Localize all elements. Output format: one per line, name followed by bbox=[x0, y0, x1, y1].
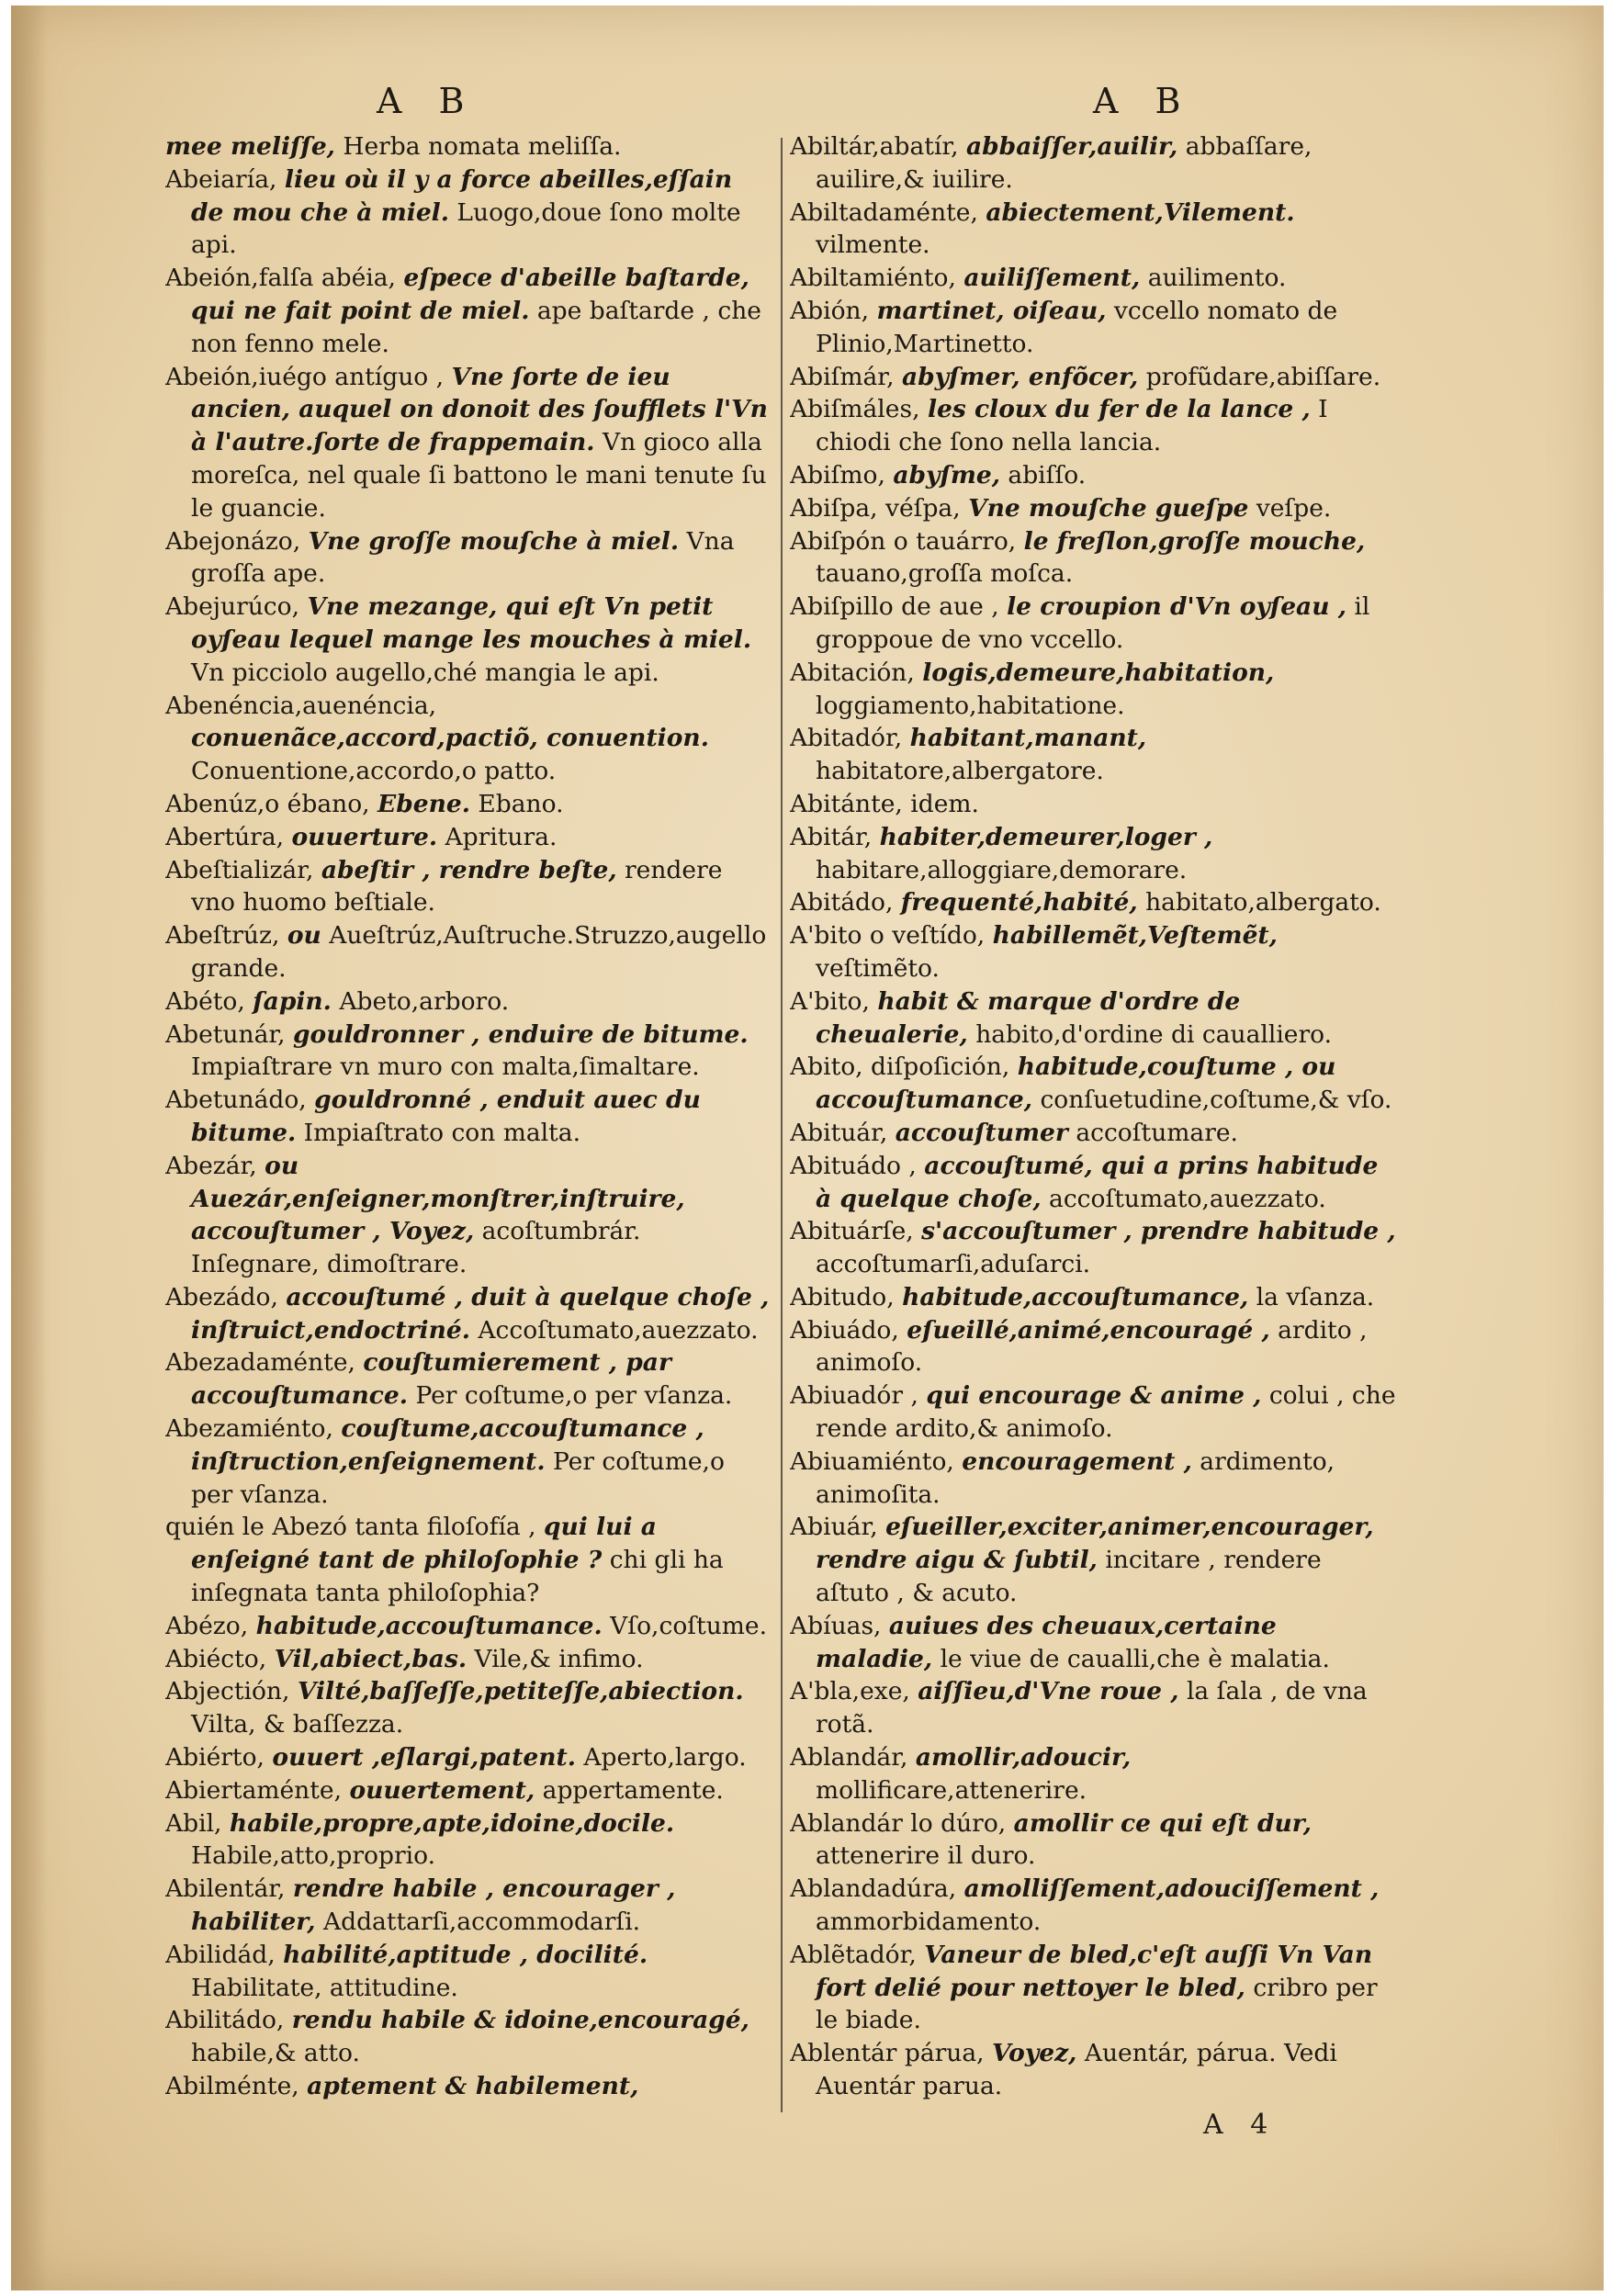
headword: Abituárſe, bbox=[790, 1217, 914, 1246]
dictionary-entry bbox=[165, 1281, 772, 1347]
french-gloss: couſtume,accouſtumance , inſtruction,enſeignement. bbox=[191, 1414, 704, 1476]
italian-gloss: vccello nomato de Plinio,Martinetto. bbox=[816, 296, 1338, 358]
italian-gloss: ammorbidamento. bbox=[816, 1908, 1042, 1937]
headword: A'bito o veſtído, bbox=[790, 921, 986, 951]
french-gloss: lieu où il y a force abeilles,eſſain de mou che à miel. bbox=[191, 164, 733, 227]
headword: A'bito, bbox=[790, 986, 870, 1016]
italian-gloss: appertamente. bbox=[542, 1775, 724, 1805]
dictionary-entry bbox=[165, 1511, 772, 1609]
headword: Abezár, bbox=[165, 1151, 257, 1180]
italian-gloss: ape baſtarde , che non fenno mele. bbox=[191, 296, 761, 358]
french-gloss: Vne groſſe mouſche à miel. bbox=[308, 526, 680, 556]
french-gloss: ou bbox=[287, 921, 321, 951]
italian-gloss: Impiaſtrare vn muro con malta,ſimaltare. bbox=[191, 1052, 700, 1082]
dictionary-entry bbox=[790, 657, 1396, 723]
headword: Abíuas, bbox=[790, 1611, 882, 1640]
headword: Abito, diſpoſición, bbox=[790, 1052, 1010, 1082]
italian-gloss: Vna groſſa ape. bbox=[191, 526, 735, 589]
french-gloss: rendre habile , encourager , habiliter, bbox=[191, 1874, 676, 1937]
dictionary-entry bbox=[790, 591, 1396, 657]
headword: Ablẽtadór, bbox=[790, 1940, 917, 1969]
dictionary-entry bbox=[165, 2004, 772, 2070]
french-gloss: accouſtumé , duit à quelque choſe , inſtruict,endoctriné. bbox=[191, 1282, 770, 1345]
french-gloss: Vil,abiect,bas. bbox=[274, 1644, 468, 1673]
french-gloss: s'accouſtumer , prendre habitude , bbox=[921, 1217, 1396, 1246]
dictionary-entry bbox=[790, 295, 1396, 361]
italian-gloss: ardimento, animoſita. bbox=[816, 1446, 1335, 1509]
french-gloss: logis,demeure,habitation, bbox=[922, 658, 1275, 687]
dictionary-entry bbox=[790, 919, 1396, 985]
headword: Abiſmáles, bbox=[790, 395, 920, 424]
dictionary-entry bbox=[790, 197, 1396, 263]
headword: Abenúz,o ébano, bbox=[165, 789, 370, 818]
french-gloss: Vne ſorte de ieu ancien, auquel on donoit des ſoufflets l'Vn à l'autre.ſorte de frappemain. bbox=[191, 362, 768, 457]
italian-gloss: Addattarſi,accommodarſi. bbox=[322, 1908, 641, 1937]
italian-gloss: Ebano. bbox=[478, 789, 564, 818]
french-gloss: abyſme, bbox=[893, 460, 1000, 490]
dictionary-entry bbox=[165, 1346, 772, 1412]
french-gloss: Vne mezange, qui eſt Vn petit oyſeau lequel mange les mouches à miel. bbox=[191, 592, 752, 654]
dictionary-entry bbox=[165, 1939, 772, 2005]
running-header-left: A B bbox=[377, 81, 478, 121]
italian-gloss: Habilitate, attitudine. bbox=[191, 1973, 458, 2002]
dictionary-entry bbox=[165, 1019, 772, 1085]
french-gloss: habitant,manant, bbox=[909, 724, 1147, 753]
headword: Ablentár párua, bbox=[790, 2039, 985, 2068]
dictionary-entry bbox=[790, 1281, 1396, 1314]
dictionary-entry bbox=[790, 1150, 1396, 1216]
headword: quién le Abezó tanta filoſofía , bbox=[165, 1513, 536, 1542]
italian-gloss: habito,d'ordine di caualliero. bbox=[975, 1019, 1333, 1049]
italian-gloss: incitare , rendere aſtuto , & acuto. bbox=[816, 1546, 1322, 1608]
dictionary-entry bbox=[790, 886, 1396, 919]
italian-gloss: accoſtumare. bbox=[1076, 1118, 1238, 1147]
dictionary-entry bbox=[165, 525, 772, 591]
italian-gloss: Vn picciolo augello,ché mangia le api. bbox=[191, 658, 659, 687]
dictionary-entry bbox=[790, 525, 1396, 591]
french-gloss: rendu habile & idoine,encouragé, bbox=[291, 2006, 749, 2035]
french-gloss: habit & marque d'ordre de cheualerie, bbox=[816, 986, 1241, 1049]
headword: Abeſtializár, bbox=[165, 855, 314, 884]
headword: Abiérto, bbox=[165, 1743, 265, 1773]
headword: Abiſmo, bbox=[790, 460, 885, 490]
italian-gloss: chi gli ha inſegnata tanta philoſophia? bbox=[191, 1546, 724, 1608]
french-gloss: mee meliſſe, bbox=[165, 132, 335, 161]
headword: Ablandár, bbox=[790, 1743, 908, 1773]
headword: Abiſpa, véſpa, bbox=[790, 493, 961, 523]
dictionary-entry bbox=[165, 985, 772, 1019]
french-gloss: abeſtir , rendre beſte, bbox=[321, 855, 617, 884]
italian-gloss: conſuetudine,coſtume,& vſo. bbox=[1040, 1086, 1392, 1115]
headword: Abitación, bbox=[790, 658, 915, 687]
french-gloss: habile,propre,apte,idoine,docile. bbox=[229, 1808, 675, 1838]
italian-gloss: acoſtumbrár. Inſegnare, dimoſtrare. bbox=[191, 1217, 641, 1279]
right-column bbox=[790, 130, 1396, 2105]
italian-gloss: attenerire il duro. bbox=[816, 1841, 1036, 1871]
headword: Abilentár, bbox=[165, 1874, 286, 1904]
italian-gloss: la vſanza. bbox=[1256, 1282, 1375, 1311]
italian-gloss: Vn gioco alla moreſca, nel quale ſi battono le mani tenute ſu le guancie. bbox=[191, 428, 767, 523]
french-gloss: eſueillé,animé,encouragé , bbox=[907, 1315, 1270, 1345]
french-gloss: martinet, oiſeau, bbox=[876, 296, 1107, 325]
headword: A'bla,exe, bbox=[790, 1677, 910, 1706]
italian-gloss: Aperto,largo. bbox=[583, 1743, 747, 1773]
headword: Abjectión, bbox=[165, 1677, 290, 1706]
headword: Ablandadúra, bbox=[790, 1874, 957, 1904]
french-gloss: eſueiller,exciter,animer,encourager, rendre aigu & ſubtil, bbox=[816, 1513, 1374, 1575]
headword: Ablandár lo dúro, bbox=[790, 1808, 1007, 1838]
french-gloss: couſtumierement , par accouſtumance. bbox=[191, 1348, 671, 1411]
french-gloss: accouſtumé, qui a prins habitude à quelque choſe, bbox=[816, 1151, 1379, 1213]
french-gloss: habitude,couſtume , ou accouſtumance, bbox=[816, 1052, 1336, 1115]
headword: Abilitádo, bbox=[165, 2006, 285, 2035]
italian-gloss: idem. bbox=[910, 789, 979, 818]
french-gloss: conuenãce,accord,pactiõ, conuention. bbox=[191, 724, 709, 753]
dictionary-entry bbox=[790, 722, 1396, 788]
french-gloss: encouragement , bbox=[962, 1446, 1192, 1476]
italian-gloss: Habile,atto,proprio. bbox=[191, 1841, 436, 1871]
italian-gloss: Impiaſtrato con malta. bbox=[303, 1118, 581, 1147]
dictionary-entry bbox=[790, 459, 1396, 492]
dictionary-entry bbox=[165, 1643, 772, 1676]
dictionary-entry bbox=[165, 1675, 772, 1741]
italian-gloss: habile,& atto. bbox=[191, 2039, 360, 2068]
headword: Abiſpón o tauárro, bbox=[790, 526, 1017, 556]
dictionary-entry bbox=[790, 1051, 1396, 1117]
french-gloss: Voyez, bbox=[992, 2039, 1077, 2068]
headword: Abil, bbox=[165, 1808, 222, 1838]
dictionary-entry bbox=[165, 1807, 772, 1874]
french-gloss: le freſlon,groſſe mouche, bbox=[1023, 526, 1366, 556]
french-gloss: habillemẽt,Veſtemẽt, bbox=[992, 921, 1278, 951]
headword: Abiécto, bbox=[165, 1644, 267, 1673]
french-gloss: qui lui a enſeigné tant de philoſophie ? bbox=[191, 1513, 657, 1575]
italian-gloss: auilimento. bbox=[1147, 264, 1287, 293]
dictionary-entry bbox=[790, 1511, 1396, 1609]
french-gloss: habitude,accouſtumance. bbox=[255, 1611, 603, 1640]
headword: Abertúra, bbox=[165, 822, 285, 851]
french-gloss: gouldronner , enduire de bitume. bbox=[292, 1019, 749, 1049]
italian-gloss: vilmente. bbox=[816, 231, 930, 260]
french-gloss: le croupion d'Vn oyſeau , bbox=[1007, 592, 1346, 622]
italian-gloss: loggiamento,habitatione. bbox=[816, 691, 1125, 720]
dictionary-entry bbox=[165, 919, 772, 985]
headword: Abitadór, bbox=[790, 724, 903, 753]
headword: Abéto, bbox=[165, 986, 245, 1016]
french-gloss: habilité,aptitude , docilité. bbox=[283, 1940, 648, 1969]
headword: Abión, bbox=[790, 296, 870, 325]
dictionary-entry bbox=[165, 690, 772, 788]
italian-gloss: rendere vno huomo beſtiale. bbox=[191, 855, 723, 917]
french-gloss: Vaneur de bled,c'eſt auſſi Vn Van fort delié pour nettoyer le bled, bbox=[816, 1940, 1373, 2002]
french-gloss: aptement & habilement, bbox=[307, 2072, 639, 2101]
italian-gloss: ardito , animoſo. bbox=[816, 1315, 1368, 1378]
dictionary-entry bbox=[790, 1610, 1396, 1676]
italian-gloss: mollificare,attenerire. bbox=[816, 1775, 1087, 1805]
dictionary-entry bbox=[165, 1610, 772, 1643]
french-gloss: ou Auezár,enſeigner,monſtrer,inſtruire, accouſtumer , Voyez, bbox=[191, 1151, 685, 1246]
column-rule bbox=[781, 138, 783, 2112]
headword: Abituádo , bbox=[790, 1151, 917, 1180]
headword: Abiuamiénto, bbox=[790, 1446, 954, 1476]
headword: Abezádo, bbox=[165, 1282, 278, 1311]
dictionary-entry bbox=[165, 1150, 772, 1281]
headword: Abeión,falſa abéia, bbox=[165, 264, 396, 293]
running-header-right: A B bbox=[1093, 81, 1194, 121]
dictionary-entry bbox=[165, 854, 772, 920]
italian-gloss: tauano,groſſa moſca. bbox=[816, 559, 1074, 589]
french-gloss: ouuert ,eſlargi,patent. bbox=[272, 1743, 576, 1773]
italian-gloss: colui , che rende ardito,& animoſo. bbox=[816, 1381, 1396, 1444]
dictionary-entry bbox=[790, 1873, 1396, 1939]
headword: Abejonázo, bbox=[165, 526, 301, 556]
french-gloss: gouldronné , enduit auec du bitume. bbox=[191, 1086, 701, 1147]
french-gloss: ouuerture. bbox=[291, 822, 438, 851]
french-gloss: amolliſſement,adouciſſement , bbox=[963, 1874, 1380, 1904]
dictionary-entry bbox=[790, 1675, 1396, 1741]
headword: Abeſtrúz, bbox=[165, 921, 280, 951]
italian-gloss: Vſo,coſtume. bbox=[610, 1611, 768, 1640]
french-gloss: abyſmer, enfõcer, bbox=[901, 362, 1139, 391]
dictionary-entry bbox=[790, 2037, 1396, 2103]
dictionary-entry bbox=[790, 393, 1396, 459]
headword: Abiuádo, bbox=[790, 1315, 899, 1345]
italian-gloss: Per coſtume,o per vſanza. bbox=[415, 1381, 733, 1411]
dictionary-entry bbox=[790, 361, 1396, 394]
dictionary-entry bbox=[165, 2070, 772, 2105]
dictionary-entry bbox=[790, 1117, 1396, 1150]
italian-gloss: habitato,albergato. bbox=[1145, 888, 1381, 917]
french-gloss: amollir,adoucir, bbox=[915, 1743, 1132, 1773]
headword: Abezadaménte, bbox=[165, 1348, 355, 1378]
dictionary-entry bbox=[790, 2103, 1396, 2105]
dictionary-entry bbox=[165, 788, 772, 821]
dictionary-entry bbox=[165, 1412, 772, 1511]
italian-gloss: Auentár, párua. Vedi Auentár parua. bbox=[816, 2039, 1337, 2101]
dictionary-entry bbox=[165, 361, 772, 525]
french-gloss: aiſſieu,d'Vne roue , bbox=[918, 1677, 1179, 1706]
dictionary-entry bbox=[790, 130, 1396, 197]
dictionary-entry bbox=[790, 262, 1396, 295]
dictionary-entry bbox=[165, 262, 772, 360]
italian-gloss: Herba nomata meliſſa. bbox=[343, 132, 622, 161]
italian-gloss: veſpe. bbox=[1256, 493, 1332, 523]
french-gloss: auiliſſement, bbox=[963, 264, 1141, 293]
dictionary-entry bbox=[165, 163, 772, 262]
french-gloss: frequenté,habité, bbox=[900, 888, 1138, 917]
french-gloss: accouſtumer bbox=[895, 1118, 1068, 1147]
page-gutter-shadow bbox=[11, 6, 48, 2290]
italian-gloss: Abeto,arboro. bbox=[339, 986, 510, 1016]
italian-gloss: habitare,alloggiare,demorare. bbox=[816, 855, 1188, 884]
dictionary-entry bbox=[790, 1807, 1396, 1874]
headword: Abiertaménte, bbox=[165, 1775, 343, 1805]
headword: Abézo, bbox=[165, 1611, 249, 1640]
headword: Abitádo, bbox=[790, 888, 894, 917]
italian-gloss: habitatore,albergatore. bbox=[816, 757, 1104, 786]
headword: Abituár, bbox=[790, 1118, 888, 1147]
dictionary-entry bbox=[790, 985, 1396, 1052]
italian-gloss: abiſſo. bbox=[1008, 460, 1087, 490]
headword: Abiltamiénto, bbox=[790, 264, 956, 293]
headword: Abitár, bbox=[790, 822, 873, 851]
italian-gloss: veſtimẽto. bbox=[816, 953, 940, 983]
italian-gloss: la ſala , de vna rotã. bbox=[816, 1677, 1368, 1739]
dictionary-entry bbox=[790, 788, 1396, 821]
headword: Abeiaría, bbox=[165, 164, 277, 194]
italian-gloss: I chiodi che ſono nella lancia. bbox=[816, 395, 1328, 457]
dictionary-entry bbox=[790, 1379, 1396, 1446]
italian-gloss: Accoſtumato,auezzato. bbox=[478, 1315, 759, 1345]
headword: Abejurúco, bbox=[165, 592, 300, 622]
dictionary-entry bbox=[165, 1084, 772, 1150]
french-gloss: Vilté,baſſeſſe,petiteſſe,abiection. bbox=[297, 1677, 744, 1706]
italian-gloss: Vile,& infimo. bbox=[474, 1644, 644, 1673]
dictionary-entry bbox=[790, 1939, 1396, 2037]
headword: Abeión,iuégo antíguo , bbox=[165, 362, 445, 391]
french-gloss: auiues des cheuaux,certaine maladie, bbox=[816, 1611, 1277, 1673]
french-gloss: Ebene. bbox=[377, 789, 470, 818]
italian-gloss: Conuentione,accordo,o patto. bbox=[191, 757, 557, 786]
headword: Abezamiénto, bbox=[165, 1414, 333, 1444]
italian-gloss: Apritura. bbox=[445, 822, 558, 851]
dictionary-entry bbox=[165, 130, 772, 163]
italian-gloss: il groppoue de vno vccello. bbox=[816, 592, 1370, 654]
headword: Abiltár,abatír, bbox=[790, 132, 959, 161]
dictionary-entry bbox=[165, 821, 772, 854]
headword: Abiltadaménte, bbox=[790, 197, 978, 227]
french-gloss: habitude,accouſtumance, bbox=[902, 1282, 1249, 1311]
dictionary-entry bbox=[165, 1741, 772, 1774]
french-gloss: ſapin. bbox=[253, 986, 332, 1016]
french-gloss: abiectement,Vilement. bbox=[986, 197, 1295, 227]
headword: Abitánte, bbox=[790, 789, 903, 818]
headword: Abetunádo, bbox=[165, 1086, 307, 1115]
french-gloss: qui encourage & anime , bbox=[926, 1381, 1262, 1411]
italian-gloss: accoſtumato,auezzato. bbox=[1049, 1184, 1326, 1213]
headword: Abiuadór , bbox=[790, 1381, 918, 1411]
italian-gloss: Per coſtume,o per vſanza. bbox=[191, 1446, 725, 1509]
italian-gloss: cribro per le biade. bbox=[816, 1973, 1378, 2035]
headword: Abilménte, bbox=[165, 2072, 299, 2101]
italian-gloss: profũdare,abiſſare. bbox=[1145, 362, 1381, 391]
french-gloss: habiter,demeurer,loger , bbox=[879, 822, 1213, 851]
french-gloss: ouuertement, bbox=[349, 1775, 535, 1805]
headword: Abetunár, bbox=[165, 1019, 286, 1049]
italian-gloss: Luogo,doue ſono molte api. bbox=[191, 197, 741, 260]
headword: Abilidád, bbox=[165, 1940, 276, 1969]
french-gloss: eſpece d'abeille baſtarde, qui ne fait point de miel. bbox=[191, 264, 749, 325]
dictionary-entry bbox=[165, 1873, 772, 1939]
headword: Abiſpillo de aue , bbox=[790, 592, 999, 622]
italian-gloss: abbaſſare, auilire,& iuilire. bbox=[816, 132, 1312, 194]
italian-gloss: le viue de caualli,che è malatia. bbox=[940, 1644, 1330, 1673]
dictionary-entry bbox=[790, 1314, 1396, 1380]
headword: Abiſmár, bbox=[790, 362, 895, 391]
french-gloss: les cloux du fer de la lance , bbox=[927, 395, 1311, 424]
dictionary-entry bbox=[165, 1774, 772, 1807]
french-gloss: abbaiſſer,auilir, bbox=[965, 132, 1178, 161]
left-column bbox=[165, 130, 772, 2105]
dictionary-entry bbox=[790, 1215, 1396, 1281]
french-gloss: amollir ce qui eſt dur, bbox=[1013, 1808, 1312, 1838]
signature-mark: A 4 bbox=[1203, 2109, 1278, 2141]
italian-gloss: Aueſtrúz,Auſtruche.Struzzo,augello grande. bbox=[191, 921, 767, 983]
dictionary-entry bbox=[165, 591, 772, 689]
italian-gloss: Vilta, & baſſezza. bbox=[191, 1710, 404, 1739]
dictionary-entry bbox=[790, 492, 1396, 525]
dictionary-entry bbox=[790, 821, 1396, 887]
headword: Abiuár, bbox=[790, 1513, 878, 1542]
french-gloss: Vne mouſche gueſpe bbox=[968, 493, 1249, 523]
dictionary-entry bbox=[790, 1741, 1396, 1807]
headword: Abitudo, bbox=[790, 1282, 895, 1311]
headword: Abenéncia,auenéncia, bbox=[165, 691, 437, 720]
dictionary-entry bbox=[790, 1446, 1396, 1512]
italian-gloss: accoſtumarſi,aduſarci. bbox=[816, 1250, 1091, 1279]
